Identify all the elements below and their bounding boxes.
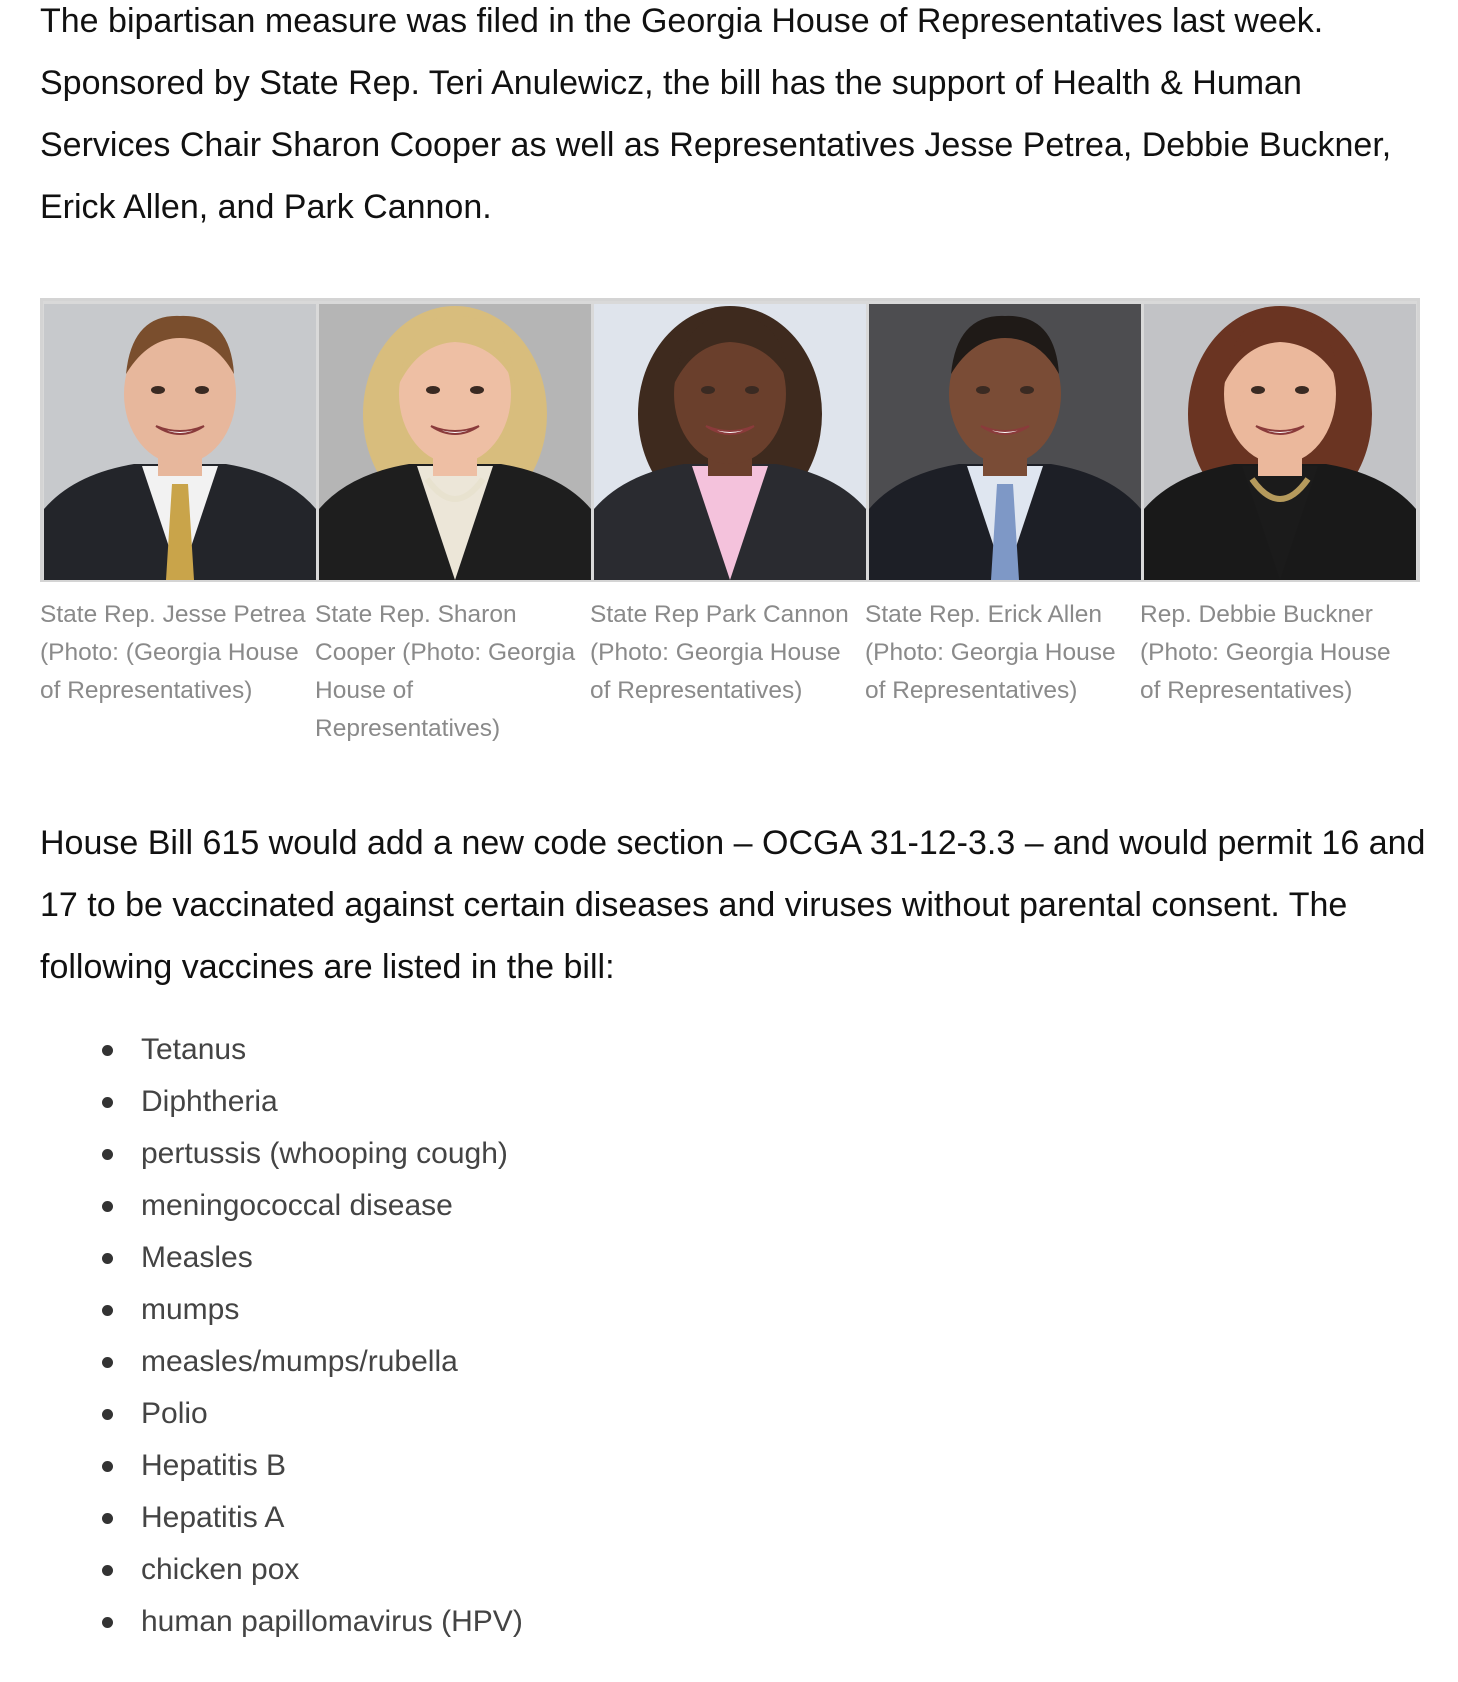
vaccine-list-item <box>40 1024 523 1076</box>
bullet-icon <box>102 1461 113 1472</box>
article-body <box>40 0 1420 238</box>
vaccine-name: human papillomavirus (HPV) <box>141 1605 523 1638</box>
vaccine-list <box>40 1024 523 1648</box>
vaccine-name: mumps <box>141 1293 240 1326</box>
vaccine-list-item <box>40 1336 523 1388</box>
vaccine-name: chicken pox <box>141 1553 300 1586</box>
vaccine-list-item <box>40 1492 523 1544</box>
photo-caption: Rep. Debbie Buckner (Photo: Georgia House of Representatives) <box>1140 601 1391 704</box>
vaccine-list-item <box>40 1180 523 1232</box>
bullet-icon <box>102 1045 113 1056</box>
vaccine-name: Diphtheria <box>141 1085 278 1118</box>
bullet-icon <box>102 1617 113 1628</box>
bullet-icon <box>102 1565 113 1576</box>
vaccine-list-item <box>40 1128 523 1180</box>
bullet-icon <box>102 1201 113 1212</box>
portrait-woman-icon <box>1144 304 1416 580</box>
photo-caption: State Rep. Jesse Petrea (Photo: (Georgia House of Representatives) <box>40 601 306 704</box>
intro-paragraph: The bipartisan measure was filed in the Georgia House of Representatives last week. Sponsored by State Rep. Teri Anulewicz, the bill has the support of Health & Human Services Chair Sharon Cooper as well as Representatives Jesse Petrea, Debbie Buckner, Erick Allen, and Park Cannon. <box>40 2 1392 226</box>
photo-caption: State Rep. Erick Allen (Photo: Georgia House of Representatives) <box>865 601 1116 704</box>
vaccine-list-item <box>40 1284 523 1336</box>
portrait-woman-icon <box>319 304 591 580</box>
vaccine-name: Tetanus <box>141 1033 247 1066</box>
vaccine-list-item <box>40 1232 523 1284</box>
vaccine-name: measles/mumps/rubella <box>141 1345 458 1378</box>
legislator-photo <box>1144 304 1416 580</box>
legislator-photo <box>594 304 866 580</box>
photo-caption: State Rep Park Cannon (Photo: Georgia House of Representatives) <box>590 601 849 704</box>
bullet-icon <box>102 1357 113 1368</box>
bullet-icon <box>102 1253 113 1264</box>
bullet-icon <box>102 1149 113 1160</box>
bullet-icon <box>102 1305 113 1316</box>
vaccine-list-item <box>40 1544 523 1596</box>
bullet-icon <box>102 1409 113 1420</box>
legislator-photo <box>44 304 316 580</box>
legislator-photo <box>319 304 591 580</box>
photo-caption: State Rep. Sharon Cooper (Photo: Georgia House of Representatives) <box>315 601 576 742</box>
bullet-icon <box>102 1513 113 1524</box>
vaccine-name: pertussis (whooping cough) <box>141 1137 508 1170</box>
vaccine-list-item <box>40 1596 523 1648</box>
vaccine-list-item <box>40 1076 523 1128</box>
portrait-woman-icon <box>594 304 866 580</box>
bullet-icon <box>102 1097 113 1108</box>
vaccine-name: Hepatitis A <box>141 1501 285 1534</box>
portrait-man-icon <box>869 304 1141 580</box>
vaccine-name: Measles <box>141 1241 253 1274</box>
vaccine-name: Hepatitis B <box>141 1449 287 1482</box>
bill-paragraph: House Bill 615 would add a new code section – OCGA 31-12-3.3 – and would permit 16 and 17 to be vaccinated against certain diseases and viruses without parental consent. The following vaccines are listed in the bill: <box>40 824 1426 986</box>
vaccine-list-item <box>40 1440 523 1492</box>
vaccine-name: Polio <box>141 1397 208 1430</box>
legislator-photo-gallery <box>40 298 1420 582</box>
legislator-photo <box>869 304 1141 580</box>
portrait-man-icon <box>44 304 316 580</box>
vaccine-name: meningococcal disease <box>141 1189 453 1222</box>
vaccine-list-item <box>40 1388 523 1440</box>
